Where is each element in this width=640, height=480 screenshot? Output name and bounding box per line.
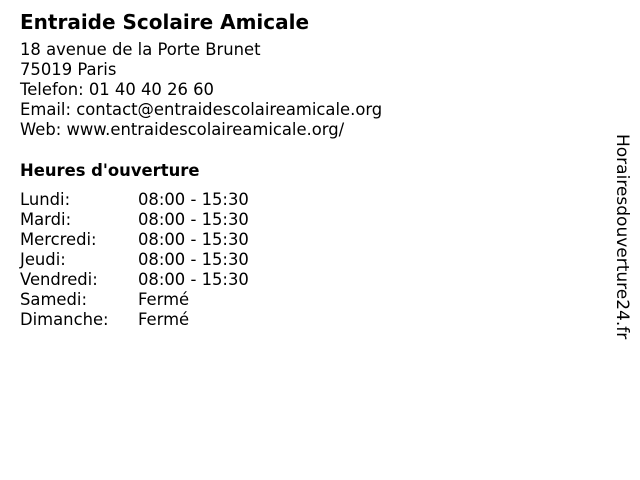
- day-hours: 08:00 - 15:30: [138, 230, 249, 249]
- hours-row-tuesday: [20, 210, 580, 230]
- business-name: Entraide Scolaire Amicale: [20, 10, 310, 34]
- email-line: Email: contact@entraidescolaireamicale.org: [20, 100, 383, 119]
- hours-row-saturday: [20, 290, 580, 310]
- day-label: Jeudi:: [20, 250, 66, 269]
- hours-row-wednesday: [20, 230, 580, 250]
- day-hours: Fermé: [138, 310, 190, 329]
- day-label: Mercredi:: [20, 230, 97, 249]
- web-line: Web: www.entraidescolaireamicale.org/: [20, 120, 345, 139]
- day-hours: 08:00 - 15:30: [138, 190, 249, 209]
- day-hours: 08:00 - 15:30: [138, 210, 249, 229]
- hours-table: [20, 190, 580, 330]
- day-hours: 08:00 - 15:30: [138, 270, 249, 289]
- hours-row-sunday: [20, 310, 580, 330]
- business-card: [20, 9, 580, 330]
- phone-line: Telefon: 01 40 40 26 60: [20, 80, 214, 99]
- hours-row-friday: [20, 270, 580, 290]
- hours-heading: Heures d'ouverture: [20, 161, 200, 180]
- day-label: Samedi:: [20, 290, 87, 309]
- day-label: Vendredi:: [20, 270, 98, 289]
- address-street: 18 avenue de la Porte Brunet: [20, 40, 261, 59]
- address-city: 75019 Paris: [20, 60, 117, 79]
- day-hours: Fermé: [138, 290, 190, 309]
- hours-row-thursday: [20, 250, 580, 270]
- day-label: Dimanche:: [20, 310, 109, 329]
- day-label: Mardi:: [20, 210, 72, 229]
- day-hours: 08:00 - 15:30: [138, 250, 249, 269]
- day-label: Lundi:: [20, 190, 71, 209]
- site-watermark: Horairesdouverture24.fr: [612, 134, 632, 340]
- hours-row-monday: [20, 190, 580, 210]
